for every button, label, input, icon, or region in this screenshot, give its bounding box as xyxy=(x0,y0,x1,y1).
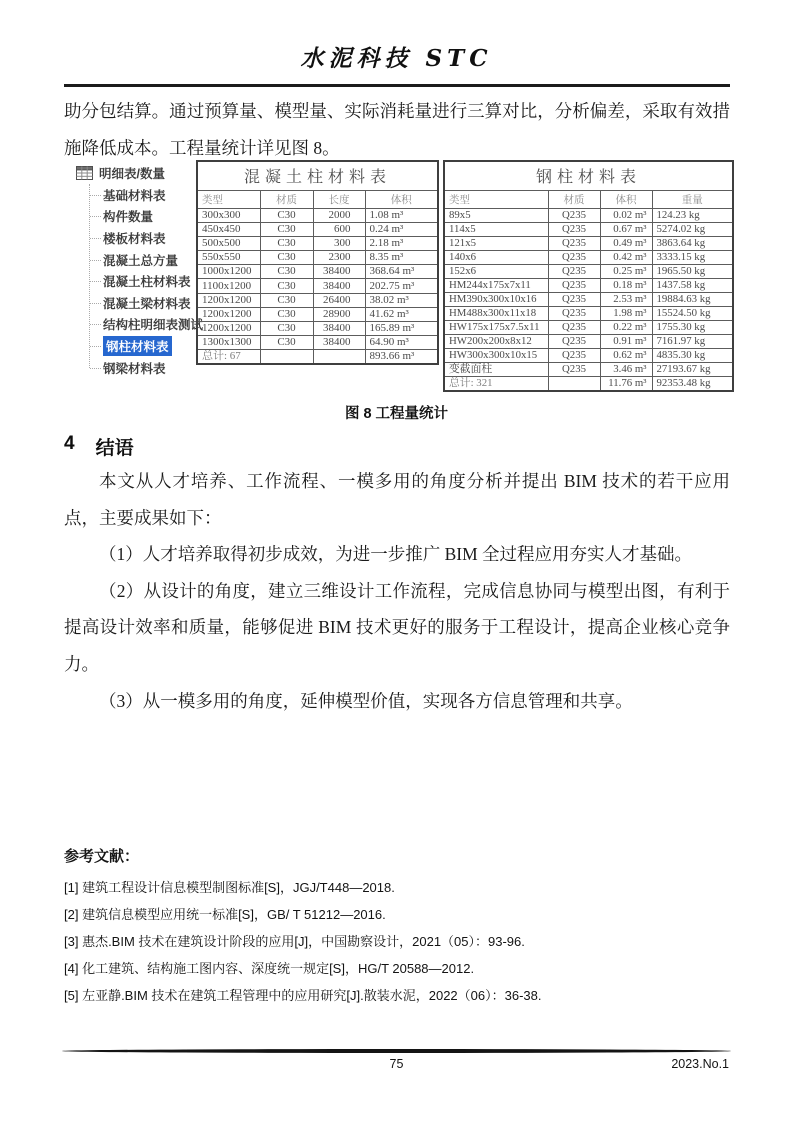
table-cell: 89x5 xyxy=(444,208,548,222)
table-cell: 300x300 xyxy=(197,208,260,222)
table-cell: 5274.02 kg xyxy=(652,222,733,236)
body-paragraph: 本文从人才培养、工作流程、一模多用的角度分析并提出 BIM 技术的若干应用点，主要成果如下： xyxy=(64,471,730,528)
table-cell: 140x6 xyxy=(444,250,548,264)
tree-item-label: 混凝土总方量 xyxy=(103,253,179,268)
column-header: 重量 xyxy=(652,190,733,208)
table-cell: 3863.64 kg xyxy=(652,236,733,250)
tree-item-label: 混凝土梁材料表 xyxy=(103,296,191,311)
table-cell: C30 xyxy=(260,322,313,336)
table-cell: Q235 xyxy=(548,264,600,278)
table-row xyxy=(197,208,438,222)
table-cell: 92353.48 kg xyxy=(652,376,733,391)
header-rule xyxy=(64,84,730,87)
tree-item-label: 钢柱材料表 xyxy=(103,336,172,356)
table-cell: HW200x200x8x12 xyxy=(444,334,548,348)
table-cell: 2.53 m³ xyxy=(600,292,652,306)
column-header: 体积 xyxy=(365,190,438,208)
tree-root-label: 明细表/数量 xyxy=(99,167,165,181)
table-cell: 26400 xyxy=(313,293,365,307)
table-row xyxy=(444,250,733,264)
table-cell: 38400 xyxy=(313,322,365,336)
tree-item-label: 楼板材料表 xyxy=(103,231,166,246)
tree-item xyxy=(90,292,200,314)
footer-rule xyxy=(62,1049,731,1053)
table-row xyxy=(197,265,438,279)
tree-root-item xyxy=(76,163,200,183)
table-cell: 1755.30 kg xyxy=(652,320,733,334)
table-cell: Q235 xyxy=(548,334,600,348)
figure-caption: 图 8 工程量统计 xyxy=(344,406,449,422)
table-cell: 450x450 xyxy=(197,222,260,236)
table-cell: Q235 xyxy=(548,362,600,376)
steel-column-table xyxy=(443,160,732,392)
table-cell: 2000 xyxy=(313,208,365,222)
section-title: 结语 xyxy=(95,438,134,459)
table-cell: 0.49 m³ xyxy=(600,236,652,250)
table-cell xyxy=(548,376,600,391)
table-cell: 38400 xyxy=(313,279,365,293)
table-cell: 1965.50 kg xyxy=(652,264,733,278)
table-cell: Q235 xyxy=(548,250,600,264)
table-cell: 114x5 xyxy=(444,222,548,236)
table-cell: 15524.50 kg xyxy=(652,306,733,320)
table-cell: 152x6 xyxy=(444,264,548,278)
concrete-column-table xyxy=(196,160,437,365)
table-row xyxy=(444,348,733,362)
table-cell: C30 xyxy=(260,222,313,236)
table-cell: 1100x1200 xyxy=(197,279,260,293)
table-header-row xyxy=(444,190,733,208)
table-cell: 8.35 m³ xyxy=(365,251,438,265)
table-row xyxy=(444,236,733,250)
table-cell: 4835.30 kg xyxy=(652,348,733,362)
table-cell: C30 xyxy=(260,293,313,307)
tree-item xyxy=(90,206,200,228)
table-cell: 38.02 m³ xyxy=(365,293,438,307)
tree-item-label: 构件数量 xyxy=(103,210,154,225)
table-cell: 0.42 m³ xyxy=(600,250,652,264)
table-cell: C30 xyxy=(260,307,313,321)
table-cell: 0.62 m³ xyxy=(600,348,652,362)
table-row xyxy=(197,336,438,350)
table-cell: 165.89 m³ xyxy=(365,322,438,336)
footer-issue-label: 2023.No.1 xyxy=(671,1057,729,1071)
table-cell: 1000x1200 xyxy=(197,265,260,279)
table-cell: HM244x175x7x11 xyxy=(444,278,548,292)
table-cell: 27193.67 kg xyxy=(652,362,733,376)
column-header: 材质 xyxy=(260,190,313,208)
table-cell: 368.64 m³ xyxy=(365,265,438,279)
body-paragraph: （1）人才培养取得初步成效，为进一步推广 BIM 全过程应用夯实人才基础。 xyxy=(99,544,693,565)
table-cell: 3.46 m³ xyxy=(600,362,652,376)
table-cell: 19884.63 kg xyxy=(652,292,733,306)
table-cell: C30 xyxy=(260,279,313,293)
section-body xyxy=(64,463,730,719)
tree-item xyxy=(90,335,200,357)
journal-title: 水泥科技 STC xyxy=(300,45,493,72)
table-row xyxy=(197,222,438,236)
table-cell xyxy=(313,350,365,365)
table-cell: 0.67 m³ xyxy=(600,222,652,236)
body-paragraph: （3）从一模多用的角度，延伸模型价值，实现各方信息管理和共享。 xyxy=(99,690,633,711)
table-cell: Q235 xyxy=(548,278,600,292)
table-cell: HM488x300x11x18 xyxy=(444,306,548,320)
tree-item xyxy=(90,270,200,292)
table-row xyxy=(444,320,733,334)
table-cell: C30 xyxy=(260,251,313,265)
table-cell: 121x5 xyxy=(444,236,548,250)
column-header: 体积 xyxy=(600,190,652,208)
tree-item xyxy=(90,314,204,336)
table-cell: 600 xyxy=(313,222,365,236)
tree-item-label: 结构柱明细表测试 xyxy=(103,318,204,333)
table-cell: C30 xyxy=(260,236,313,250)
table-cell: HW175x175x7.5x11 xyxy=(444,320,548,334)
table-row xyxy=(444,292,733,306)
column-header: 类型 xyxy=(444,190,548,208)
body-paragraph: （2）从设计的角度，建立三维设计工作流程，完成信息协同与模型出图，有利于提高设计效率和质量，能够促进 BIM 技术更好的服务于工程设计，提高企业核心竞争力。 xyxy=(64,580,730,674)
table-cell: 38400 xyxy=(313,265,365,279)
intro-paragraph: 助分包结算。通过预算量、模型量、实际消耗量进行三算对比，分析偏差，采取有效措施降低成本。工程量统计详见图 8。 xyxy=(64,101,730,158)
table-row xyxy=(444,222,733,236)
table-cell: 0.25 m³ xyxy=(600,264,652,278)
table-cell: 0.22 m³ xyxy=(600,320,652,334)
table-cell: Q235 xyxy=(548,208,600,222)
table-cell: 41.62 m³ xyxy=(365,307,438,321)
column-header: 材质 xyxy=(548,190,600,208)
table-row xyxy=(444,208,733,222)
tree-item-label: 钢梁材料表 xyxy=(103,361,166,376)
table-cell: 1300x1300 xyxy=(197,336,260,350)
table-cell: HM390x300x10x16 xyxy=(444,292,548,306)
table-cell: 2.18 m³ xyxy=(365,236,438,250)
table-cell: 300 xyxy=(313,236,365,250)
table-cell: 总计: 67 xyxy=(197,350,260,365)
tree-children xyxy=(89,184,204,378)
reference-item: [4] 化工建筑、结构施工图内容、深度统一规定[S]，HG/T 20588—2012. xyxy=(64,961,475,976)
table-header-row xyxy=(197,190,438,208)
table-cell: Q235 xyxy=(548,222,600,236)
table-cell xyxy=(260,350,313,365)
tree-item-label: 基础材料表 xyxy=(103,188,166,203)
table-cell: 3333.15 kg xyxy=(652,250,733,264)
table-cell: C30 xyxy=(260,208,313,222)
reference-item: [3] 惠杰.BIM 技术在建筑设计阶段的应用[J]，中国勘察设计，2021（05）：93-96. xyxy=(64,934,525,949)
table-title: 钢柱材料表 xyxy=(444,161,733,190)
table-cell: 0.02 m³ xyxy=(600,208,652,222)
table-row xyxy=(197,307,438,321)
table-row xyxy=(197,322,438,336)
tree-item-label: 混凝土柱材料表 xyxy=(103,275,191,290)
section-heading xyxy=(64,433,134,460)
table-title: 混凝土柱材料表 xyxy=(197,161,438,190)
references-heading: 参考文献： xyxy=(64,848,140,865)
table-cell: 124.23 kg xyxy=(652,208,733,222)
table-row xyxy=(197,279,438,293)
footer-page-number: 75 xyxy=(389,1057,404,1071)
table-cell: 0.91 m³ xyxy=(600,334,652,348)
table-cell: Q235 xyxy=(548,306,600,320)
table-row xyxy=(197,236,438,250)
tree-item xyxy=(90,184,200,206)
table-cell: 28900 xyxy=(313,307,365,321)
column-header: 长度 xyxy=(313,190,365,208)
table-cell: 202.75 m³ xyxy=(365,279,438,293)
table-cell: 11.76 m³ xyxy=(600,376,652,391)
reference-item: [2] 建筑信息模型应用统一标准[S]，GB/ T 51212—2016. xyxy=(64,907,386,922)
column-header: 类型 xyxy=(197,190,260,208)
table-cell: 0.24 m³ xyxy=(365,222,438,236)
table-cell: 38400 xyxy=(313,336,365,350)
table-row xyxy=(444,334,733,348)
table-cell: 7161.97 kg xyxy=(652,334,733,348)
table-cell: Q235 xyxy=(548,320,600,334)
references-block xyxy=(64,845,744,1009)
tree-item xyxy=(90,357,200,379)
table-row xyxy=(197,251,438,265)
table-cell: 总计: 321 xyxy=(444,376,548,391)
table-cell: 1200x1200 xyxy=(197,307,260,321)
table-cell: 1437.58 kg xyxy=(652,278,733,292)
table-cell: 1.98 m³ xyxy=(600,306,652,320)
schedule-browser-tree xyxy=(76,163,204,378)
table-cell: 893.66 m³ xyxy=(365,350,438,365)
table-row xyxy=(197,293,438,307)
table-cell: 64.90 m³ xyxy=(365,336,438,350)
table-cell: 1.08 m³ xyxy=(365,208,438,222)
table-cell: Q235 xyxy=(548,348,600,362)
table-cell: 550x550 xyxy=(197,251,260,265)
table-cell: Q235 xyxy=(548,292,600,306)
tree-item xyxy=(90,249,200,271)
table-cell: C30 xyxy=(260,265,313,279)
table-cell: 2300 xyxy=(313,251,365,265)
table-cell: Q235 xyxy=(548,236,600,250)
table-cell: 1200x1200 xyxy=(197,322,260,336)
table-total-row xyxy=(197,350,438,365)
table-cell: C30 xyxy=(260,336,313,350)
section-number: 4 xyxy=(64,433,75,454)
table-total-row xyxy=(444,376,733,391)
table-cell: 1200x1200 xyxy=(197,293,260,307)
schedule-table-icon xyxy=(76,166,93,180)
references-list xyxy=(64,874,744,1009)
reference-item: [5] 左亚静.BIM 技术在建筑工程管理中的应用研究[J].散装水泥，2022（06）：36-38. xyxy=(64,988,542,1003)
material-table xyxy=(443,160,734,392)
table-cell: 500x500 xyxy=(197,236,260,250)
reference-item: [1] 建筑工程设计信息模型制图标准[S]，JGJ/T448—2018. xyxy=(64,880,395,895)
table-row xyxy=(444,278,733,292)
table-cell: 变截面柱 xyxy=(444,362,548,376)
table-cell: HW300x300x10x15 xyxy=(444,348,548,362)
table-row xyxy=(444,362,733,376)
table-row xyxy=(444,264,733,278)
table-row xyxy=(444,306,733,320)
tree-item xyxy=(90,227,200,249)
table-cell: 0.18 m³ xyxy=(600,278,652,292)
material-table xyxy=(196,160,439,365)
